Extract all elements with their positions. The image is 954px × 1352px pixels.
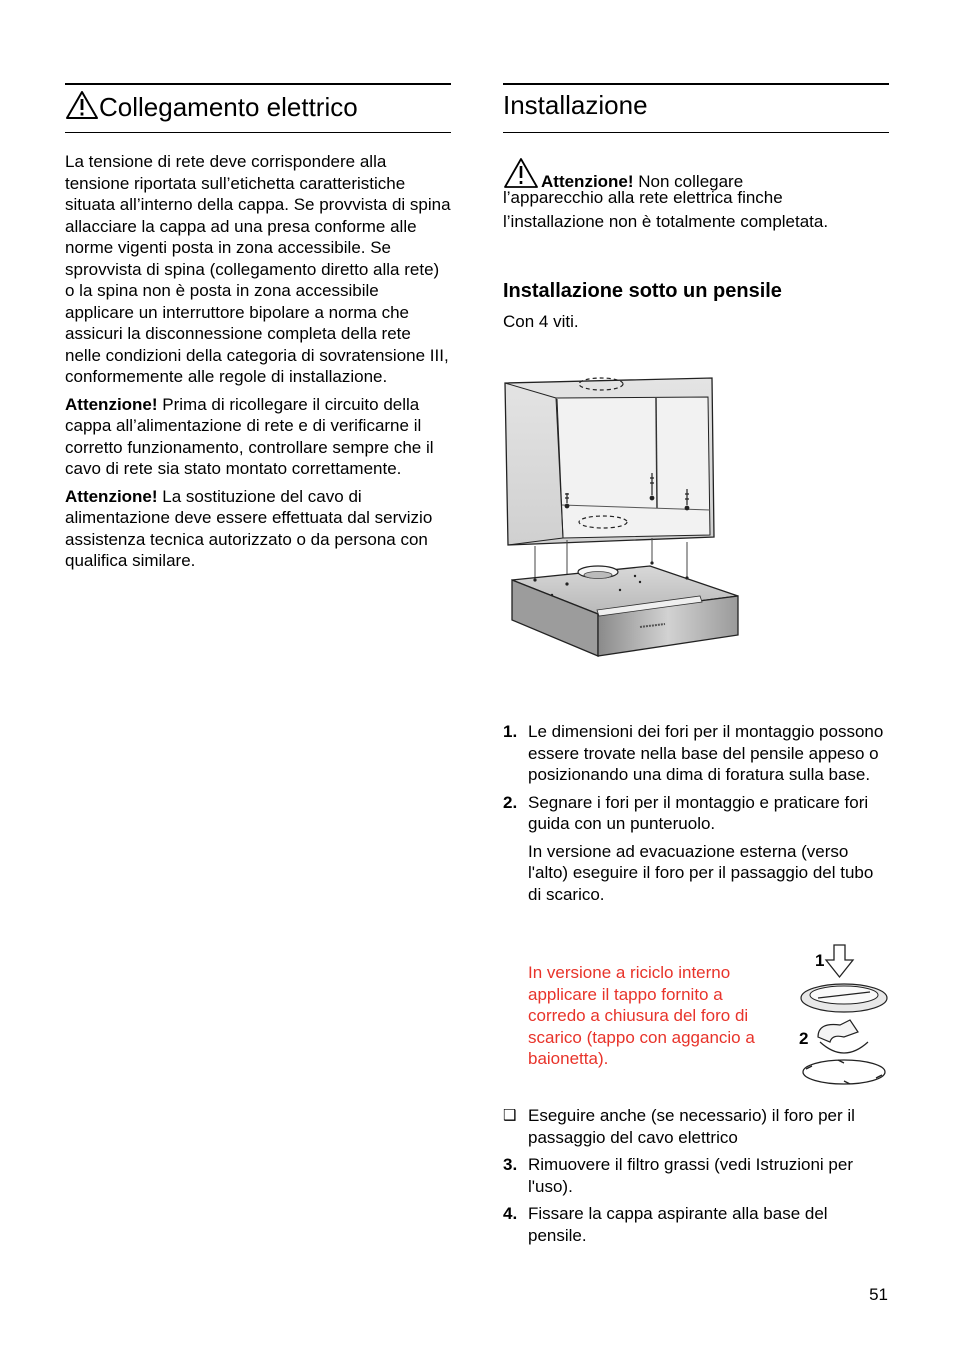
checkbox-item (503, 1105, 889, 1148)
step-number: 4. (503, 1204, 518, 1223)
notice-line-2: l’apparecchio alla rete elettrica finche (503, 188, 783, 207)
bayonet-cap-illustration (798, 942, 893, 1092)
left-heading-title: Collegamento elettrico (99, 92, 358, 122)
installation-illustration (500, 370, 750, 690)
warning-paragraph-2 (65, 486, 451, 572)
right-heading-bottom-rule (503, 132, 889, 133)
list-item (503, 1203, 889, 1246)
list-item (503, 721, 889, 786)
step-2-extra: In versione ad evacuazione esterna (verso l'alto) eseguire il foro per il passaggio del tubo di scarico. (528, 841, 874, 904)
step-text: Segnare i fori per il montaggio e praticare fori guida con un punteruolo. (528, 792, 869, 833)
left-body (65, 151, 451, 578)
left-heading-top-rule (65, 83, 451, 85)
right-heading: Installazione (503, 90, 648, 120)
notice-label: Attenzione! (541, 172, 634, 191)
step-text: Fissare la cappa aspirante alla base del pensile. (528, 1204, 828, 1245)
warning-paragraph-1 (65, 394, 451, 480)
warning-triangle-icon (503, 157, 539, 189)
steps-list-2 (503, 1154, 889, 1252)
page-number: 51 (869, 1285, 888, 1304)
step-number: 1. (503, 722, 518, 741)
electrical-paragraph: La tensione di rete deve corrispondere alla tensione riportata sull’etichetta caratteristiche situata all’interno della cappa. Se provvista di spina allacciare la cappa ad una presa conforme alle norme vigenti posta in zona accessibile. Se sprovvista di spina (collegamento diretto alla rete) o la spina non è posta in zona accessibile applicare un interruttore bipolare a norma che assicuri la disconnessione completa della rete nelle condizioni della categoria di sovratensione III, conformemente alle regole di installazione. (65, 152, 451, 386)
rotate-arrow-icon (818, 1020, 858, 1042)
checkbox-text: Eseguire anche (se necessario) il foro per il passaggio del cavo elettrico (528, 1106, 855, 1147)
arrow-down-icon (826, 945, 853, 977)
checkbox-icon: ❑ (503, 1106, 517, 1124)
left-heading-bottom-rule (65, 132, 451, 133)
notice-line-1 (503, 157, 889, 190)
warning-label: Attenzione! (65, 394, 158, 414)
subheading-note: Con 4 viti. (503, 312, 579, 331)
list-item (503, 792, 889, 835)
cap-step-label-2: 2 (799, 1029, 809, 1048)
recirculation-note: In versione a riciclo interno applicare il tappo fornito a corredo a chiusura del foro di scarico (tappo con aggancio a baionetta). (528, 963, 755, 1068)
warning-text: La sostituzione del cavo di alimentazione deve essere effettuata dal servizio assistenza tecnica autorizzato o da persona con qualifica similare. (65, 486, 433, 570)
steps-list (503, 721, 889, 911)
cap-step-label-1: 1 (815, 951, 825, 970)
step-number: 3. (503, 1155, 518, 1174)
list-item (503, 1154, 889, 1197)
notice-line-3: l’installazione non è totalmente completata. (503, 212, 829, 231)
notice-text-1: Non collegare (633, 172, 744, 191)
left-heading (65, 90, 451, 122)
step-number: 2. (503, 792, 518, 812)
warning-label: Attenzione! (65, 486, 158, 506)
installation-notice (503, 157, 889, 232)
right-heading-top-rule (503, 83, 889, 85)
step-text: Rimuovere il filtro grassi (vedi Istruzioni per l'uso). (528, 1155, 853, 1196)
subheading: Installazione sotto un pensile (503, 280, 782, 302)
warning-triangle-icon (65, 90, 99, 120)
step-text: Le dimensioni dei fori per il montaggio possono essere trovate nella base del pensile appeso o posizionando una dima di foratura sulla base. (528, 722, 884, 784)
warning-text: Prima di ricollegare il circuito della cappa all’alimentazione di rete e di verificarne il corretto funzionamento, controllare sempre che il cavo di rete sia stato montato correttamente. (65, 394, 434, 478)
